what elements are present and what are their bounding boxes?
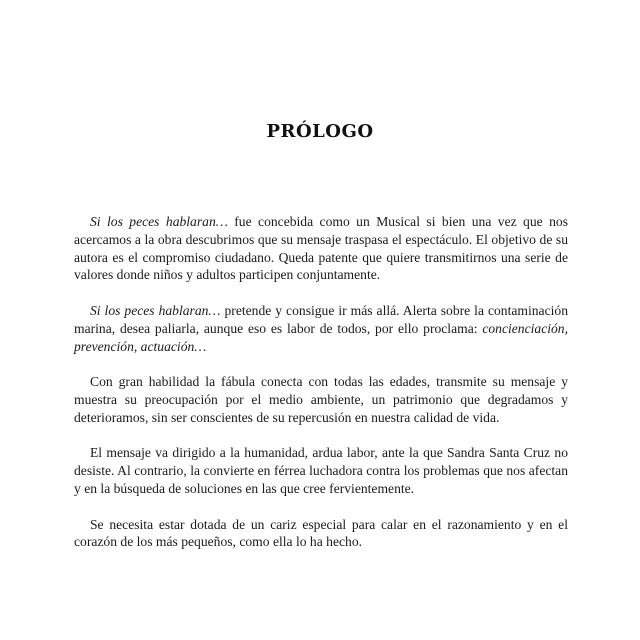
paragraph-2: [74, 302, 568, 355]
paragraph-3: [74, 373, 568, 426]
paragraph-text: Con gran habilidad la fábula conecta con todas las edades, transmite su mensaje y muestra su preocupación por el medio ambiente, un patrimonio que degradamos y deterioramos, sin ser conscientes de su repercusión en nuestra calidad de vida.: [74, 374, 568, 425]
paragraph-4: [74, 444, 568, 497]
paragraph-text: El mensaje va dirigido a la humanidad, ardua labor, ante la que Sandra Santa Cruz no desiste. Al contrario, la convierte en férrea luchadora contra los problemas que nos afectan y en la búsqueda de soluciones en las que cree fervientemente.: [74, 445, 568, 496]
prologue-body: [74, 213, 568, 569]
work-title-italic: Si los peces hablaran…: [90, 302, 221, 318]
paragraph-1: [74, 213, 568, 284]
proclamation-italic: concienciación, prevención, actuación…: [74, 320, 568, 354]
paragraph-text: fue concebida como un Musical si bien una vez que nos acercamos a la obra descubrimos que su mensaje traspasa el espectáculo. El objetivo de su autora es el compromiso ciudadano. Queda patente que quiere transmitirnos una serie de valores donde niños y adultos participen conjuntamente.: [74, 214, 568, 283]
page-title: PRÓLOGO: [266, 121, 374, 142]
paragraph-text: pretende y consigue ir más allá. Alerta sobre la contaminación marina, desea paliarla, aunque eso es labor de todos, por ello proclama:: [74, 302, 568, 336]
paragraph-5: [74, 516, 568, 552]
work-title-italic: Si los peces hablaran…: [90, 214, 228, 229]
paragraph-text: Se necesita estar dotada de un cariz especial para calar en el razonamiento y en el corazón de los más pequeños, como ella lo ha hecho.: [74, 516, 568, 550]
